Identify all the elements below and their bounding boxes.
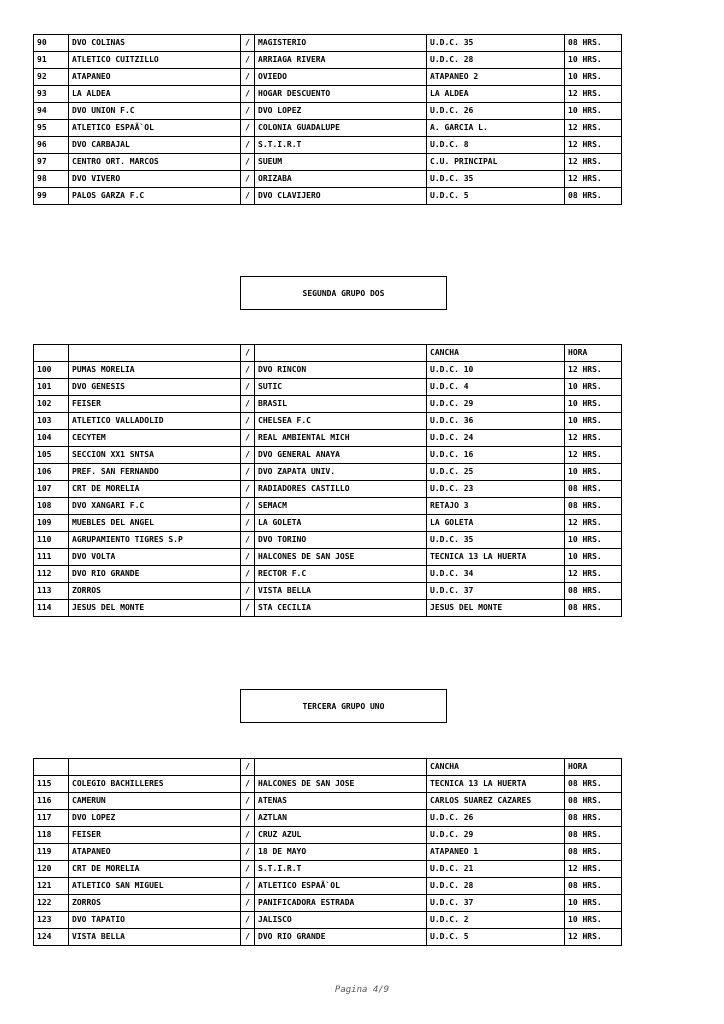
away-team: DVO TORINO xyxy=(255,532,427,549)
table-row xyxy=(34,549,622,566)
separator: / xyxy=(241,171,255,188)
match-number: 120 xyxy=(34,861,69,878)
separator: / xyxy=(241,793,255,810)
separator: / xyxy=(241,827,255,844)
away-team: LA GOLETA xyxy=(255,515,427,532)
cancha: U.D.C. 23 xyxy=(427,481,565,498)
cancha: U.D.C. 25 xyxy=(427,464,565,481)
match-number: 112 xyxy=(34,566,69,583)
cancha: ATAPANEO 1 xyxy=(427,844,565,861)
cancha: U.D.C. 26 xyxy=(427,810,565,827)
separator: / xyxy=(241,154,255,171)
cancha: CARLOS SUAREZ CAZARES xyxy=(427,793,565,810)
separator: / xyxy=(241,379,255,396)
hora: 08 HRS. xyxy=(565,188,622,205)
home-team: CRT DE MORELIA xyxy=(69,861,241,878)
table-row xyxy=(34,362,622,379)
hora: 10 HRS. xyxy=(565,532,622,549)
cancha: ATAPANEO 2 xyxy=(427,69,565,86)
away-team: VISTA BELLA xyxy=(255,583,427,600)
away-team: ORIZABA xyxy=(255,171,427,188)
hora: 10 HRS. xyxy=(565,413,622,430)
home-team: DVO XANGARI F.C xyxy=(69,498,241,515)
away-team: DVO RIO GRANDE xyxy=(255,929,427,946)
away-team: SEMACM xyxy=(255,498,427,515)
table-row xyxy=(34,481,622,498)
hora: 12 HRS. xyxy=(565,861,622,878)
home-team: DVO VOLTA xyxy=(69,549,241,566)
match-number: 98 xyxy=(34,171,69,188)
table-row xyxy=(34,103,622,120)
hora: 10 HRS. xyxy=(565,396,622,413)
home-team: ATLETICO ESPAÃ`OL xyxy=(69,120,241,137)
cancha: U.D.C. 10 xyxy=(427,362,565,379)
cancha: U.D.C. 37 xyxy=(427,895,565,912)
schedule-table-2 xyxy=(33,344,622,617)
hora: 12 HRS. xyxy=(565,566,622,583)
separator: / xyxy=(241,776,255,793)
separator: / xyxy=(241,481,255,498)
away-team: 18 DE MAYO xyxy=(255,844,427,861)
table-row xyxy=(34,566,622,583)
separator: / xyxy=(241,52,255,69)
table-row xyxy=(34,878,622,895)
away-team: DVO LOPEZ xyxy=(255,103,427,120)
cancha: TECNICA 13 LA HUERTA xyxy=(427,776,565,793)
table-row xyxy=(34,171,622,188)
home-team: ATLETICO CUITZILLO xyxy=(69,52,241,69)
match-number: 92 xyxy=(34,69,69,86)
away-team: DVO CLAVIJERO xyxy=(255,188,427,205)
cancha: U.D.C. 35 xyxy=(427,171,565,188)
separator: / xyxy=(241,810,255,827)
home-team: DVO LOPEZ xyxy=(69,810,241,827)
cancha: U.D.C. 29 xyxy=(427,396,565,413)
separator: / xyxy=(241,396,255,413)
cancha: A. GARCIA L. xyxy=(427,120,565,137)
home-team: CRT DE MORELIA xyxy=(69,481,241,498)
hora: 12 HRS. xyxy=(565,86,622,103)
match-number: 97 xyxy=(34,154,69,171)
separator: / xyxy=(241,566,255,583)
header-hora: HORA xyxy=(565,345,622,362)
cancha: U.D.C. 16 xyxy=(427,447,565,464)
hora: 12 HRS. xyxy=(565,171,622,188)
separator: / xyxy=(241,583,255,600)
cancha: U.D.C. 28 xyxy=(427,878,565,895)
away-team: SUEUM xyxy=(255,154,427,171)
separator: / xyxy=(241,912,255,929)
hora: 08 HRS. xyxy=(565,600,622,617)
table-row xyxy=(34,52,622,69)
table-row xyxy=(34,35,622,52)
home-team: DVO TAPATIO xyxy=(69,912,241,929)
table-row xyxy=(34,776,622,793)
cancha: U.D.C. 35 xyxy=(427,35,565,52)
cancha: U.D.C. 2 xyxy=(427,912,565,929)
table-row xyxy=(34,600,622,617)
hora: 12 HRS. xyxy=(565,929,622,946)
away-team: REAL AMBIENTAL MICH xyxy=(255,430,427,447)
home-team: ZORROS xyxy=(69,583,241,600)
hora: 10 HRS. xyxy=(565,52,622,69)
cancha: U.D.C. 21 xyxy=(427,861,565,878)
table-row xyxy=(34,120,622,137)
cancha: U.D.C. 34 xyxy=(427,566,565,583)
match-number: 114 xyxy=(34,600,69,617)
cancha: LA ALDEA xyxy=(427,86,565,103)
away-team: RADIADORES CASTILLO xyxy=(255,481,427,498)
match-number: 102 xyxy=(34,396,69,413)
home-team: VISTA BELLA xyxy=(69,929,241,946)
header-separator: / xyxy=(241,759,255,776)
table-row xyxy=(34,912,622,929)
header-hora: HORA xyxy=(565,759,622,776)
match-number: 90 xyxy=(34,35,69,52)
match-number: 124 xyxy=(34,929,69,946)
home-team: ATLETICO VALLADOLID xyxy=(69,413,241,430)
match-number: 116 xyxy=(34,793,69,810)
match-number: 121 xyxy=(34,878,69,895)
home-team: MUEBLES DEL ANGEL xyxy=(69,515,241,532)
header-row xyxy=(34,759,622,776)
table-row xyxy=(34,86,622,103)
header-num-cell xyxy=(34,759,69,776)
separator: / xyxy=(241,69,255,86)
table-body xyxy=(34,345,622,617)
cancha: U.D.C. 37 xyxy=(427,583,565,600)
separator: / xyxy=(241,498,255,515)
home-team: DVO UNION F.C xyxy=(69,103,241,120)
table-row xyxy=(34,929,622,946)
cancha: U.D.C. 8 xyxy=(427,137,565,154)
header-home-cell xyxy=(69,345,241,362)
away-team: PANIFICADORA ESTRADA xyxy=(255,895,427,912)
home-team: PREF. SAN FERNANDO xyxy=(69,464,241,481)
away-team: CHELSEA F.C xyxy=(255,413,427,430)
separator: / xyxy=(241,188,255,205)
hora: 12 HRS. xyxy=(565,154,622,171)
cancha: U.D.C. 5 xyxy=(427,929,565,946)
away-team: HALCONES DE SAN JOSE xyxy=(255,549,427,566)
header-home-cell xyxy=(69,759,241,776)
hora: 10 HRS. xyxy=(565,912,622,929)
header-row xyxy=(34,345,622,362)
table-row xyxy=(34,430,622,447)
home-team: ATLETICO SAN MIGUEL xyxy=(69,878,241,895)
match-number: 96 xyxy=(34,137,69,154)
match-number: 123 xyxy=(34,912,69,929)
match-number: 108 xyxy=(34,498,69,515)
separator: / xyxy=(241,549,255,566)
hora: 12 HRS. xyxy=(565,430,622,447)
separator: / xyxy=(241,362,255,379)
schedule-table-1 xyxy=(33,34,622,205)
hora: 08 HRS. xyxy=(565,844,622,861)
away-team: DVO RINCON xyxy=(255,362,427,379)
match-number: 122 xyxy=(34,895,69,912)
cancha: RETAJO 3 xyxy=(427,498,565,515)
hora: 12 HRS. xyxy=(565,447,622,464)
home-team: PALOS GARZA F.C xyxy=(69,188,241,205)
table-row xyxy=(34,447,622,464)
header-cancha: CANCHA xyxy=(427,345,565,362)
separator: / xyxy=(241,137,255,154)
cancha: LA GOLETA xyxy=(427,515,565,532)
cancha: U.D.C. 24 xyxy=(427,430,565,447)
header-away-cell xyxy=(255,345,427,362)
home-team: LA ALDEA xyxy=(69,86,241,103)
home-team: DVO CARBAJAL xyxy=(69,137,241,154)
hora: 08 HRS. xyxy=(565,35,622,52)
home-team: FEISER xyxy=(69,827,241,844)
match-number: 113 xyxy=(34,583,69,600)
table-row xyxy=(34,515,622,532)
hora: 08 HRS. xyxy=(565,776,622,793)
hora: 10 HRS. xyxy=(565,549,622,566)
separator: / xyxy=(241,447,255,464)
hora: 12 HRS. xyxy=(565,515,622,532)
match-number: 115 xyxy=(34,776,69,793)
hora: 12 HRS. xyxy=(565,137,622,154)
home-team: CAMERUN xyxy=(69,793,241,810)
hora: 12 HRS. xyxy=(565,362,622,379)
home-team: ZORROS xyxy=(69,895,241,912)
home-team: ATAPANEO xyxy=(69,69,241,86)
match-number: 103 xyxy=(34,413,69,430)
separator: / xyxy=(241,413,255,430)
match-number: 93 xyxy=(34,86,69,103)
away-team: HALCONES DE SAN JOSE xyxy=(255,776,427,793)
hora: 10 HRS. xyxy=(565,464,622,481)
hora: 10 HRS. xyxy=(565,895,622,912)
home-team: AGRUPAMIENTO TIGRES S.P xyxy=(69,532,241,549)
table-row xyxy=(34,793,622,810)
table-row xyxy=(34,861,622,878)
separator: / xyxy=(241,86,255,103)
home-team: DVO COLINAS xyxy=(69,35,241,52)
match-number: 111 xyxy=(34,549,69,566)
separator: / xyxy=(241,895,255,912)
match-number: 105 xyxy=(34,447,69,464)
header-separator: / xyxy=(241,345,255,362)
match-number: 106 xyxy=(34,464,69,481)
away-team: STA CECILIA xyxy=(255,600,427,617)
table-body xyxy=(34,35,622,205)
match-number: 117 xyxy=(34,810,69,827)
away-team: OVIEDO xyxy=(255,69,427,86)
hora: 08 HRS. xyxy=(565,583,622,600)
match-number: 107 xyxy=(34,481,69,498)
separator: / xyxy=(241,929,255,946)
match-number: 99 xyxy=(34,188,69,205)
separator: / xyxy=(241,878,255,895)
cancha: U.D.C. 36 xyxy=(427,413,565,430)
away-team: CRUZ AZUL xyxy=(255,827,427,844)
hora: 10 HRS. xyxy=(565,379,622,396)
match-number: 104 xyxy=(34,430,69,447)
cancha: U.D.C. 4 xyxy=(427,379,565,396)
away-team: ARRIAGA RIVERA xyxy=(255,52,427,69)
cancha: U.D.C. 5 xyxy=(427,188,565,205)
home-team: DVO GENESIS xyxy=(69,379,241,396)
home-team: COLEGIO BACHILLERES xyxy=(69,776,241,793)
away-team: BRASIL xyxy=(255,396,427,413)
cancha: U.D.C. 26 xyxy=(427,103,565,120)
home-team: JESUS DEL MONTE xyxy=(69,600,241,617)
match-number: 101 xyxy=(34,379,69,396)
away-team: ATLETICO ESPAÃ`OL xyxy=(255,878,427,895)
table-row xyxy=(34,464,622,481)
separator: / xyxy=(241,861,255,878)
header-away-cell xyxy=(255,759,427,776)
away-team: ATENAS xyxy=(255,793,427,810)
table-row xyxy=(34,69,622,86)
table-row xyxy=(34,379,622,396)
away-team: JALISCO xyxy=(255,912,427,929)
away-team: AZTLAN xyxy=(255,810,427,827)
header-num-cell xyxy=(34,345,69,362)
hora: 12 HRS. xyxy=(565,120,622,137)
hora: 10 HRS. xyxy=(565,69,622,86)
hora: 08 HRS. xyxy=(565,878,622,895)
table-row xyxy=(34,895,622,912)
table-row xyxy=(34,583,622,600)
table-row xyxy=(34,413,622,430)
match-number: 95 xyxy=(34,120,69,137)
table-row xyxy=(34,396,622,413)
away-team: HOGAR DESCUENTO xyxy=(255,86,427,103)
hora: 10 HRS. xyxy=(565,103,622,120)
home-team: DVO RIO GRANDE xyxy=(69,566,241,583)
home-team: ATAPANEO xyxy=(69,844,241,861)
home-team: SECCION XX1 SNTSA xyxy=(69,447,241,464)
home-team: DVO VIVERO xyxy=(69,171,241,188)
match-number: 118 xyxy=(34,827,69,844)
hora: 08 HRS. xyxy=(565,498,622,515)
hora: 08 HRS. xyxy=(565,793,622,810)
separator: / xyxy=(241,600,255,617)
separator: / xyxy=(241,464,255,481)
away-team: SUTIC xyxy=(255,379,427,396)
cancha: U.D.C. 35 xyxy=(427,532,565,549)
away-team: RECTOR F.C xyxy=(255,566,427,583)
cancha: U.D.C. 28 xyxy=(427,52,565,69)
match-number: 109 xyxy=(34,515,69,532)
schedule-table-3 xyxy=(33,758,622,946)
group-title-tercera-grupo-uno: TERCERA GRUPO UNO xyxy=(240,689,447,723)
page-number: Pagina 4/9 xyxy=(334,985,390,995)
hora: 08 HRS. xyxy=(565,827,622,844)
match-number: 94 xyxy=(34,103,69,120)
table-row xyxy=(34,532,622,549)
group-title-segunda-grupo-dos: SEGUNDA GRUPO DOS xyxy=(240,276,447,310)
table-row xyxy=(34,154,622,171)
cancha: JESUS DEL MONTE xyxy=(427,600,565,617)
separator: / xyxy=(241,103,255,120)
table-row xyxy=(34,827,622,844)
table-row xyxy=(34,188,622,205)
table-row xyxy=(34,844,622,861)
separator: / xyxy=(241,532,255,549)
cancha: C.U. PRINCIPAL xyxy=(427,154,565,171)
home-team: PUMAS MORELIA xyxy=(69,362,241,379)
separator: / xyxy=(241,844,255,861)
home-team: CENTRO ORT. MARCOS xyxy=(69,154,241,171)
away-team: DVO ZAPATA UNIV. xyxy=(255,464,427,481)
table-row xyxy=(34,810,622,827)
separator: / xyxy=(241,515,255,532)
table-body xyxy=(34,759,622,946)
away-team: S.T.I.R.T xyxy=(255,861,427,878)
separator: / xyxy=(241,35,255,52)
hora: 08 HRS. xyxy=(565,810,622,827)
away-team: DVO GENERAL ANAYA xyxy=(255,447,427,464)
cancha: U.D.C. 29 xyxy=(427,827,565,844)
away-team: S.T.I.R.T xyxy=(255,137,427,154)
header-cancha: CANCHA xyxy=(427,759,565,776)
away-team: MAGISTERIO xyxy=(255,35,427,52)
match-number: 110 xyxy=(34,532,69,549)
cancha: TECNICA 13 LA HUERTA xyxy=(427,549,565,566)
hora: 08 HRS. xyxy=(565,481,622,498)
separator: / xyxy=(241,120,255,137)
match-number: 91 xyxy=(34,52,69,69)
separator: / xyxy=(241,430,255,447)
table-row xyxy=(34,137,622,154)
table-row xyxy=(34,498,622,515)
match-number: 119 xyxy=(34,844,69,861)
away-team: COLONIA GUADALUPE xyxy=(255,120,427,137)
match-number: 100 xyxy=(34,362,69,379)
home-team: CECYTEM xyxy=(69,430,241,447)
home-team: FEISER xyxy=(69,396,241,413)
